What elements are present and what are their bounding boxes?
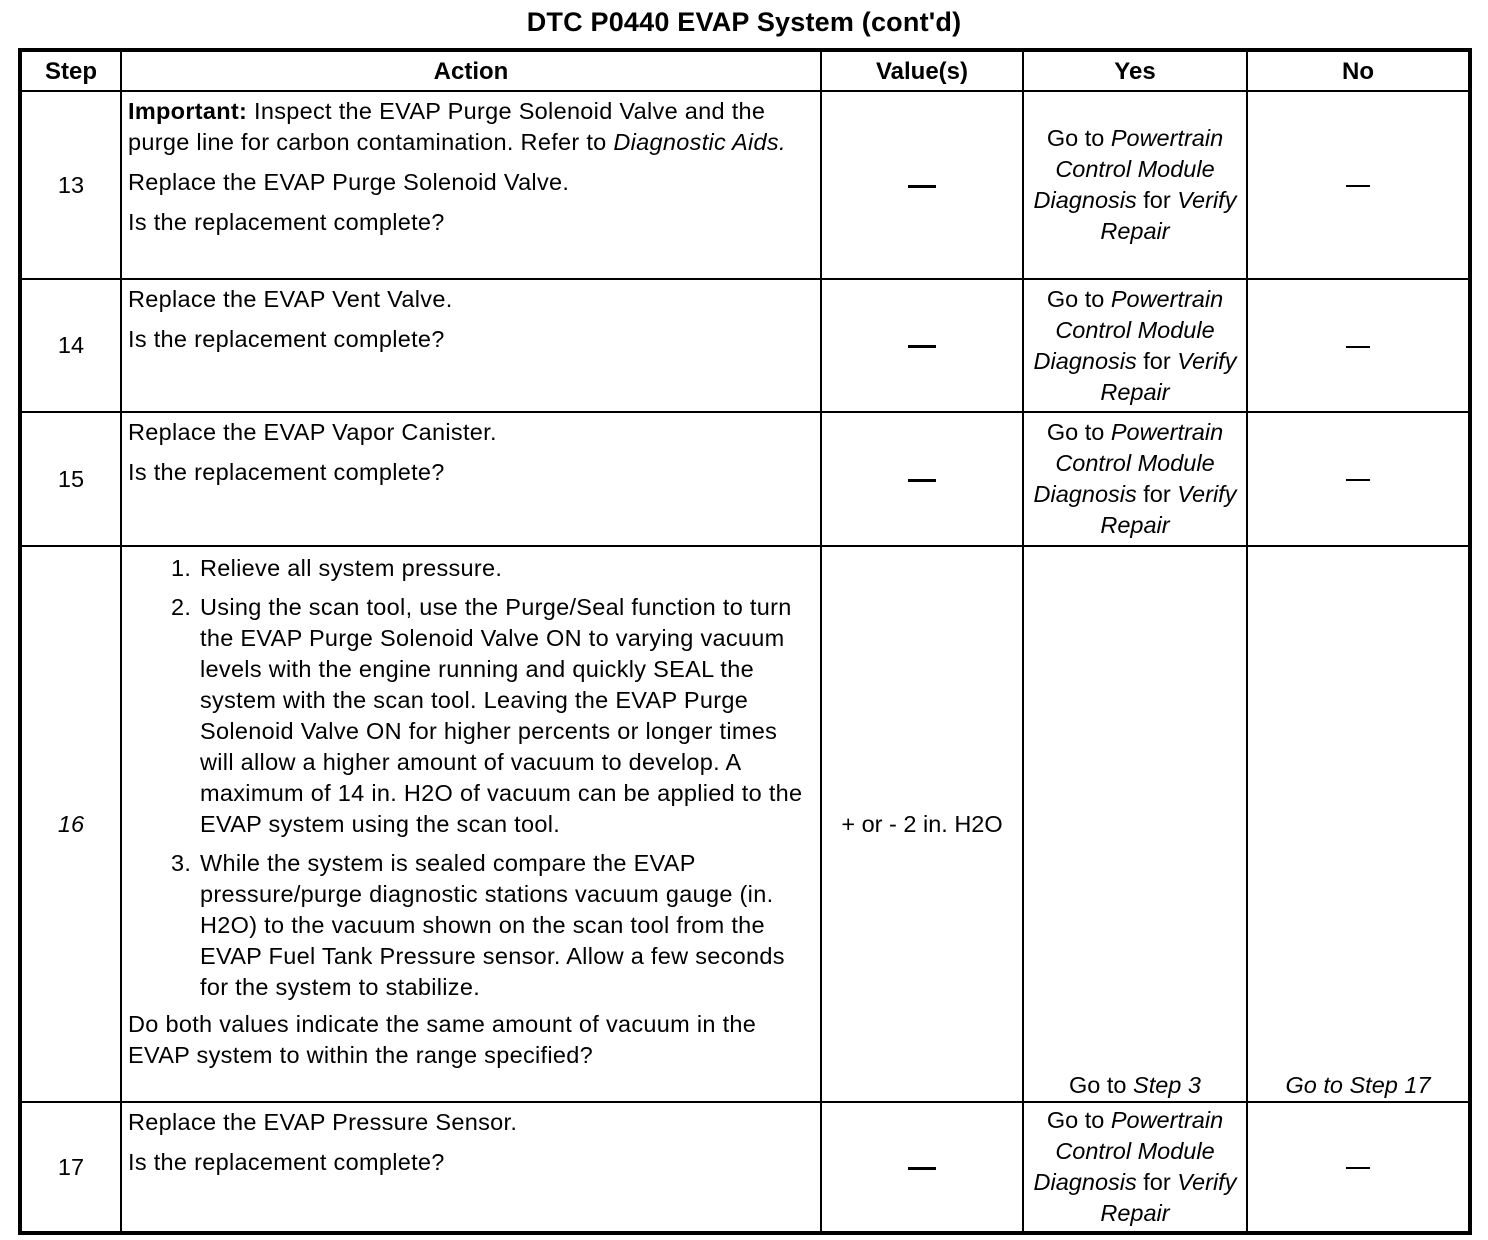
diagnostic-aids-ref: Diagnostic Aids [613,129,779,155]
no-dash [1346,1167,1370,1169]
no-cell [1247,412,1470,546]
yes-cell [1023,546,1247,1102]
action-cell [121,279,821,412]
yes-middle: for [1143,187,1171,213]
yes-prefix: Go to [1069,1072,1127,1098]
header-yes: Yes [1023,50,1247,91]
page-title: DTC P0440 EVAP System (cont'd) [526,7,962,37]
action-cell [121,1102,821,1233]
header-values: Value(s) [821,50,1023,91]
procedure-item-1: 1. Relieve all system pressure. [198,553,814,584]
yes-cell [1023,91,1247,279]
header-action: Action [121,50,821,91]
important-end: . [778,129,786,155]
yes-cell [1023,412,1247,546]
step-number: 13 [20,91,121,279]
value-cell [821,1102,1023,1233]
no-dash [1346,346,1370,348]
value-dash [908,185,936,188]
yes-link-pcm-diagnosis[interactable]: Powertrain Control Module Diagnosis [1033,419,1224,507]
yes-cell [1023,1102,1247,1233]
yes-link-step-3[interactable]: Step 3 [1133,1072,1201,1098]
yes-cell [1023,279,1247,412]
step-number: 15 [20,412,121,546]
header-step: Step [20,50,121,91]
value-cell [821,412,1023,546]
action-text: Replace the EVAP Vapor Canister. [128,419,497,445]
yes-link-verify-repair[interactable]: Verify Repair [1100,347,1237,405]
header-no: No [1247,50,1470,91]
yes-prefix: Go to [1046,285,1105,312]
yes-link-verify-repair[interactable]: Verify Repair [1100,1169,1237,1226]
yes-middle: for [1143,481,1171,507]
yes-middle: for [1143,1169,1171,1195]
yes-link-pcm-diagnosis[interactable]: Powertrain Control Module Diagnosis [1033,1107,1224,1195]
action-text: Replace the EVAP Purge Solenoid Valve. [128,169,570,195]
question-text: Is the replacement complete? [128,459,445,485]
no-cell [1247,279,1470,412]
table-row-step-16 [20,546,1470,1102]
no-cell [1247,91,1470,279]
no-link-step-17[interactable]: Step 17 [1349,1072,1431,1098]
procedure-item-3: 3. While the system is sealed compare the EVAP pressure/purge diagnostic stations vacuum gauge (in. H2O) to the vacuum shown on the scan tool from the EVAP Fuel Tank Pressure sensor. Allow a few seconds for the system to stabilize. [198,848,814,1003]
action-cell [121,412,821,546]
no-cell [1247,1102,1470,1233]
yes-link-verify-repair[interactable]: Verify Repair [1100,481,1237,538]
no-prefix: Go to [1285,1072,1343,1098]
action-text: Replace the EVAP Pressure Sensor. [128,1109,518,1135]
action-cell [121,91,821,279]
question-text: Is the replacement complete? [128,326,445,352]
value-dash [908,479,936,482]
value-dash [908,1167,936,1170]
yes-link-pcm-diagnosis[interactable]: Powertrain Control Module Diagnosis [1033,125,1224,213]
yes-middle: for [1143,347,1171,374]
question-text: Is the replacement complete? [128,209,445,235]
value-dash [908,345,936,348]
yes-prefix: Go to [1046,419,1105,445]
action-text: Replace the EVAP Vent Valve. [128,286,453,312]
value-cell [821,91,1023,279]
important-note [128,96,814,158]
important-text: Inspect the EVAP Purge Solenoid Valve and the purge line for carbon contamination. Refer to [128,98,766,155]
important-label: Important: [128,98,248,124]
question-text: Do both values indicate the same amount of vacuum in the EVAP system to within the range specified? [128,1011,757,1068]
yes-prefix: Go to [1046,125,1105,151]
no-cell [1247,546,1470,1102]
yes-prefix: Go to [1046,1107,1105,1133]
action-cell [121,546,821,1102]
table-row-step-17 [20,1102,1470,1233]
step-number: 16 [20,546,121,1102]
procedure-item-2: 2. Using the scan tool, use the Purge/Seal function to turn the EVAP Purge Solenoid Valve ON to varying vacuum levels with the engine running and quickly SEAL the system with the scan tool. Leaving the EVAP Purge Solenoid Valve ON for higher percents or longer times will allow a higher amount of vacuum to develop. A maximum of 14 in. H2O of vacuum can be applied to the EVAP system using the scan tool. [198,592,814,840]
diagnostic-table [18,48,1472,1235]
value-cell [821,279,1023,412]
table-row-step-14 [20,279,1470,412]
no-dash [1346,185,1370,187]
table-row-step-15 [20,412,1470,546]
value-cell: + or - 2 in. H2O [821,546,1023,1102]
yes-link-pcm-diagnosis[interactable]: Powertrain Control Module Diagnosis [1033,285,1224,374]
table-row-step-13 [20,91,1470,279]
no-dash [1346,479,1370,481]
question-text: Is the replacement complete? [128,1149,445,1175]
yes-link-verify-repair[interactable]: Verify Repair [1100,187,1237,244]
header-row [20,50,1470,91]
step-number: 17 [20,1102,121,1233]
procedure-list [128,553,814,1003]
step-number: 14 [20,279,121,412]
